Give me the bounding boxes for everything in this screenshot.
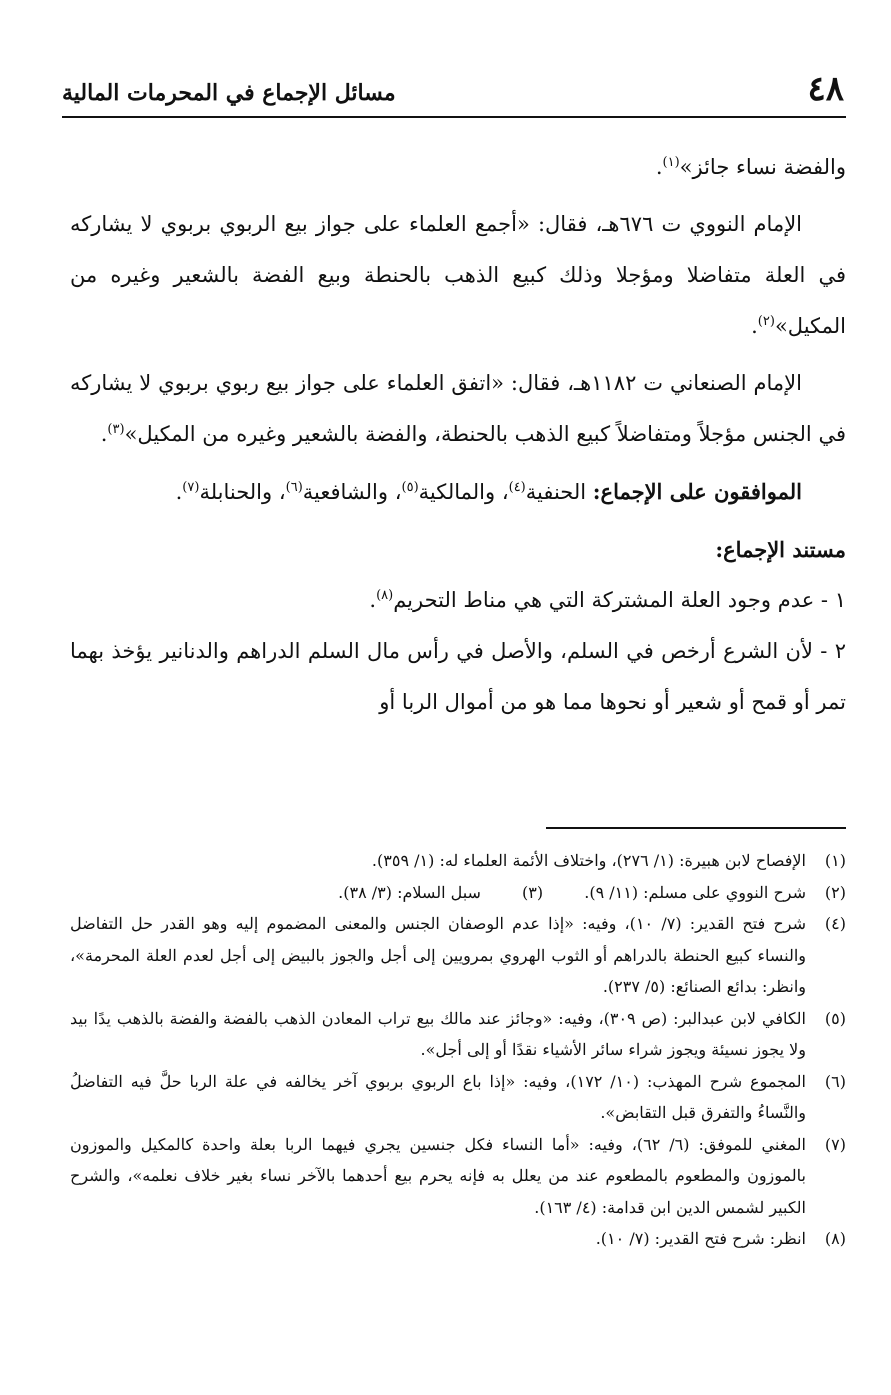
main-text	[70, 142, 846, 728]
footnote-number: (٧)	[824, 1134, 846, 1154]
page-header	[62, 70, 846, 118]
footnote-text: الإفصاح لابن هبيرة: (١/ ٢٧٦)، واختلاف الأئمة العلماء له: (١/ ٣٥٩).	[371, 851, 806, 870]
page-number: ٤٨	[807, 69, 844, 109]
footnote-8	[70, 1223, 846, 1255]
footnote-number: (٤)	[824, 914, 846, 933]
footnote-text: المجموع شرح المهذب: (١٠/ ١٧٢)، وفيه: «إذا باع الربوي بربوي آخر يخالفه في علة الربا حلَّ فيه التفاضلُ والنَّساءُ والتفرق قبل التقابض».	[70, 1071, 806, 1122]
footnote-1	[70, 845, 846, 877]
footnote-number: (٥)	[824, 1008, 846, 1028]
list-item-1: ١ - عدم وجود العلة المشتركة التي هي مناط التحريم$^{(٨)}$.	[369, 588, 846, 612]
footnote-ref-1[interactable]: (١)	[662, 155, 680, 170]
footnote-text: المغني للموفق: (٦/ ٦٢)، وفيه: «أما النساء فكل جنسين يجري فيهما الربا بعلة واحدة كالمكيل والموزون بالموزون والمطعوم بالمطعوم عند من يعلل به فإنه يحرم بيع أحدهما بالآخر نساء بغير خلاف نعلمه»، والشرح الكبير لشمس الدين ابن قدامة: (٤/ ١٦٣).	[70, 1134, 806, 1217]
running-title: مسائل الإجماع في المحرمات المالية	[62, 80, 396, 106]
list-item-2: ٢ - لأن الشرع أرخص في السلم، والأصل في رأس مال السلم الدراهم والدنانير يؤخذ بهما تمر أو قمح أو شعير أو نحوها مما هو من أموال الربا أو	[70, 639, 846, 714]
footnote-ref-3[interactable]: (٣)	[107, 422, 125, 437]
paragraph-agreeing-schools: الموافقون على الإجماع: الحنفية$^{(٤)}$، والمالكية$^{(٥)}$، والشافعية$^{(٦)}$، والحنابلة$^{(٧)}$.	[175, 479, 802, 504]
section-heading-basis: مستند الإجماع:	[715, 537, 846, 562]
footnote-text: انظر: شرح فتح القدير: (٧/ ١٠).	[595, 1229, 806, 1248]
footnote-number: (٦)	[824, 1071, 846, 1091]
footnote-5	[70, 1003, 846, 1066]
footnote-text: الكافي لابن عبدالبر: (ص ٣٠٩)، وفيه: «وجائز عند مالك بيع تراب المعادن الذهب بالفضة والفضة بالذهب يدًا بيد ولا يجوز نسيئة ويجوز شراء سائر الأشياء نقدًا أو إلى أجل».	[70, 1008, 807, 1059]
footnote-ref-6[interactable]: (٦)	[285, 480, 303, 495]
footnote-7	[70, 1129, 846, 1224]
footnotes	[70, 845, 846, 1255]
footnote-text: شرح فتح القدير: (٧/ ١٠)، وفيه: «إذا عدم الوصفان الجنس والمعنى المضموم إليه وهو القدر حل التفاضل والنساء كبيع الحنطة بالدراهم أو الثوب الهروي بمرويين إلى أجل والجوز بالبيض إلى أجل لعدم العلة المحرمة»، وانظر: بدائع الصنائع: (٥/ ٢٣٧).	[70, 914, 806, 996]
footnote-ref-8[interactable]: (٨)	[376, 588, 394, 603]
paragraph-continuation: والفضة نساء جائز»$^{(١)}$.	[655, 155, 846, 179]
footnote-4	[70, 908, 846, 1003]
agreeing-heading: الموافقون على الإجماع:	[592, 479, 802, 504]
footnote-separator	[546, 827, 846, 829]
footnote-number: (١)	[824, 851, 846, 870]
footnote-number: (٣)	[522, 882, 544, 902]
paragraph-nawawi: الإمام النووي ت ٦٧٦هـ، فقال: «أجمع العلماء على جواز بيع الربوي بربوي لا يشاركه في العلة متفاضلا ومؤجلا وذلك كبيع الذهب بالحنطة وبيع الفضة بالشعير وغيره من المكيل»$^{(٢)}$.	[70, 212, 846, 338]
paragraph-sanani: الإمام الصنعاني ت ١١٨٢هـ، فقال: «اتفق العلماء على جواز بيع ربوي بربوي لا يشاركه في الجنس مؤجلاً ومتفاضلاً كبيع الذهب بالحنطة، والفضة بالشعير وغيره من المكيل»$^{(٣)}$.	[70, 371, 846, 446]
footnote-text: شرح النووي على مسلم: (١١/ ٩).	[584, 882, 806, 902]
footnote-number: (٨)	[824, 1229, 846, 1248]
footnote-ref-7[interactable]: (٧)	[182, 480, 200, 495]
footnote-2-3	[70, 877, 846, 909]
footnote-text: سبل السلام: (٣/ ٣٨).	[338, 882, 481, 902]
footnote-ref-4[interactable]: (٤)	[508, 480, 526, 495]
footnote-ref-2[interactable]: (٢)	[757, 314, 775, 329]
footnote-number: (٢)	[824, 882, 846, 902]
footnote-ref-5[interactable]: (٥)	[401, 480, 419, 495]
footnote-6	[70, 1066, 846, 1129]
